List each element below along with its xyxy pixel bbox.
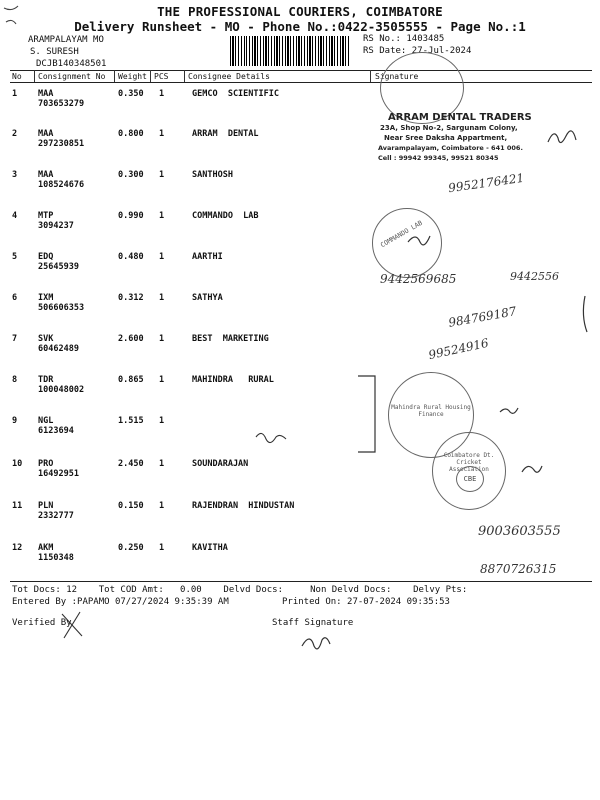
rs-date-label: RS Date:: [363, 46, 407, 56]
rs-number-label: RS No.:: [363, 34, 401, 44]
col-pcs: PCS: [154, 72, 169, 81]
row-weight: 1.515: [118, 416, 144, 426]
row-consignee: ARRAM DENTAL: [192, 129, 259, 139]
row-consignee: RAJENDRAN HINDUSTAN: [192, 501, 295, 511]
arram-stamp-cell: Cell : 99942 99345, 99521 80345: [378, 154, 499, 162]
row-pcs: 1: [159, 459, 165, 469]
row-pcs: 1: [159, 211, 165, 221]
handwritten-phone-row12: 8870726315: [480, 562, 557, 576]
row-consignment: AKM 1150348: [38, 543, 74, 563]
row-consignment: MAA 297230851: [38, 129, 85, 149]
row-consignment: PLN 2332777: [38, 501, 74, 521]
company-title: THE PROFESSIONAL COURIERS, COIMBATORE: [157, 4, 443, 19]
verified-by-label: Verified By: [12, 618, 72, 628]
row-consignment: MAA 703653279: [38, 89, 85, 109]
row-pcs: 1: [159, 293, 165, 303]
row-weight: 0.800: [118, 129, 144, 139]
handwritten-phone-row7: 99524916: [427, 335, 490, 363]
row-weight: 2.450: [118, 459, 144, 469]
row-weight: 0.300: [118, 170, 144, 180]
row-pcs: 1: [159, 252, 165, 262]
tot-cod-value: 0.00: [180, 585, 202, 595]
rs-date-value: 27-Jul-2024: [411, 46, 472, 56]
row-consignee: KAVITHA: [192, 543, 228, 553]
row-no: 7: [12, 334, 18, 344]
rs-number-value: 1403485: [406, 34, 445, 44]
tot-cod-label: Tot COD Amt:: [98, 585, 164, 595]
arram-stamp-line1: 23A, Shop No-2, Sargunam Colony,: [380, 124, 518, 132]
row-no: 9: [12, 416, 18, 426]
non-delvd-docs-label: Non Delvd Docs:: [310, 585, 392, 595]
col-no: No: [12, 72, 22, 81]
row-pcs: 1: [159, 543, 165, 553]
tot-docs-value: 12: [66, 585, 78, 595]
tot-docs-label: Tot Docs:: [12, 585, 61, 595]
row8-bracket: [358, 376, 375, 452]
stamp-cricket-text: Coimbatore Dt. Cricket Association: [443, 452, 495, 473]
row-no: 1: [12, 89, 18, 99]
stamp-cbe: CBE: [456, 466, 484, 492]
branch-name: ARAMPALAYAM MO: [28, 35, 104, 45]
row-no: 3: [12, 170, 18, 180]
row-pcs: 1: [159, 501, 165, 511]
row-weight: 0.990: [118, 211, 144, 221]
row-consignment: MTP 3094237: [38, 211, 74, 231]
row-weight: 0.250: [118, 543, 144, 553]
row-no: 8: [12, 375, 18, 385]
row-weight: 0.865: [118, 375, 144, 385]
row-consignment: EDQ 25645939: [38, 252, 79, 272]
row-consignment: PRO 16492951: [38, 459, 79, 479]
row-consignee: BEST MARKETING: [192, 334, 269, 344]
staff-signature-scribble: [302, 638, 330, 649]
row-pcs: 1: [159, 129, 165, 139]
handwritten-phone-row5: 9442569685: [380, 272, 457, 286]
runsheet-code: DCJB140348501: [36, 59, 107, 69]
row10-signature: [522, 466, 542, 472]
stamp-mahindra-text: Mahindra Rural Housing Finance: [391, 404, 471, 418]
row-pcs: 1: [159, 375, 165, 385]
row-consignment: NGL 6123694: [38, 416, 74, 436]
row-pcs: 1: [159, 416, 165, 426]
col-signature: Signature: [375, 72, 419, 81]
row-consignment: SVK 60462489: [38, 334, 79, 354]
row-weight: 0.350: [118, 89, 144, 99]
row-consignee: AARTHI: [192, 252, 223, 262]
row-consignee: SOUNDARAJAN: [192, 459, 249, 469]
col-weight: Weight: [118, 72, 147, 81]
row-pcs: 1: [159, 170, 165, 180]
row-no: 5: [12, 252, 18, 262]
row-no: 2: [12, 129, 18, 139]
stamp-commando-text: COMMANDO LAB: [379, 218, 424, 250]
row-consignee: SATHYA: [192, 293, 223, 303]
arram-stamp-line2: Near Sree Daksha Appartment,: [384, 134, 508, 142]
row-consignee: MAHINDRA RURAL: [192, 375, 274, 385]
row-consignee: SANTHOSH: [192, 170, 233, 180]
handwritten-phone-row5b: 9442556: [510, 270, 559, 283]
row-consignment: TDR 100048002: [38, 375, 85, 395]
row-consignment: IXM 506606353: [38, 293, 85, 313]
handwritten-phone-row6: 984769187: [447, 304, 518, 330]
row-no: 11: [12, 501, 23, 511]
row-consignee: GEMCO SCIENTIFIC: [192, 89, 279, 99]
row-consignee: COMMANDO LAB: [192, 211, 259, 221]
row-no: 6: [12, 293, 18, 303]
delvd-docs-label: Delvd Docs:: [223, 585, 284, 595]
row-consignment: MAA 108524676: [38, 170, 85, 190]
totals-line: [12, 585, 467, 595]
printed-on: Printed On: 27-07-2024 09:35:53: [282, 597, 450, 607]
row9-scribble: [256, 433, 286, 442]
row-no: 4: [12, 211, 18, 221]
runsheet-subtitle: Delivery Runsheet - MO - Phone No.:0422-3505555 - Page No.:1: [74, 19, 526, 34]
row-weight: 0.312: [118, 293, 144, 303]
col-consignment: Consignment No: [38, 72, 106, 81]
row-weight: 0.150: [118, 501, 144, 511]
delvy-pts-label: Delvy Pts:: [413, 585, 468, 595]
staff-name: S. SURESH: [30, 47, 79, 57]
row-weight: 0.480: [118, 252, 144, 262]
handwritten-phone-row11: 9003603555: [478, 524, 561, 539]
corner-mark: [4, 6, 18, 24]
handwritten-phone-row3: 9952176421: [447, 170, 525, 196]
row2-signature: [548, 131, 576, 143]
row6-mark: [583, 296, 587, 332]
row-no: 10: [12, 459, 23, 469]
staff-signature-label: Staff Signature: [272, 618, 354, 628]
col-consignee: Consignee Details: [188, 72, 270, 81]
arram-stamp-name: ARRAM DENTAL TRADERS: [388, 112, 532, 123]
row9-signature: [500, 408, 518, 413]
row-pcs: 1: [159, 89, 165, 99]
row-pcs: 1: [159, 334, 165, 344]
row-weight: 2.600: [118, 334, 144, 344]
arram-stamp-line3: Avarampalayam, Coimbatore - 641 006.: [378, 144, 523, 152]
table-bottom-rule: [10, 581, 592, 582]
row-no: 12: [12, 543, 23, 553]
entered-by: Entered By :PAPAMO 07/27/2024 9:35:39 AM: [12, 597, 229, 607]
